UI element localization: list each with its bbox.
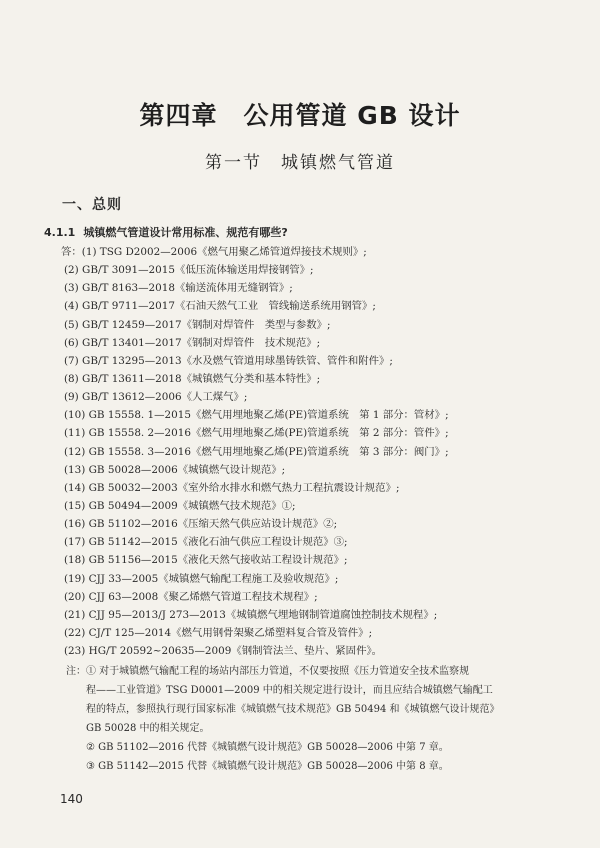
answer-item-12: (12) GB 15558. 3—2016《燃气用埋地聚乙烯(PE)管道系统 第 3 部分：阀门》;	[64, 445, 449, 458]
answer-item-22: (22) CJ/T 125—2014《燃气用钢骨架聚乙烯塑料复合管及管件》;	[64, 626, 373, 639]
page-number: 140	[60, 792, 83, 806]
note-line-2: 程——工业管道》TSG D0001—2009 中的相关规定进行设计，而且应结合城镇燃气输配工	[86, 685, 493, 696]
note-line-4: GB 50028 中的相关规定。	[86, 723, 210, 734]
answer-item-11: (11) GB 15558. 2—2016《燃气用埋地聚乙烯(PE)管道系统 第 2 部分：管件》;	[64, 427, 449, 440]
answer-item-9: (9) GB/T 13612—2006《人工煤气》;	[64, 391, 248, 404]
answer-item-14: (14) GB 50032—2003《室外给水排水和燃气热力工程抗震设计规范》;	[64, 481, 400, 494]
question-text: 城镇燃气管道设计常用标准、规范有哪些?	[83, 226, 288, 239]
answer-prefix: 答：	[61, 246, 82, 258]
chapter-title: 第四章 公用管道 GB 设计	[139, 101, 461, 130]
subsection-heading: 一、总则	[62, 197, 122, 213]
answer-item-20: (20) CJJ 63—2008《聚乙烯燃气管道工程技术规程》;	[64, 590, 318, 603]
answer-item-6: (6) GB/T 13401—2017《钢制对焊管件 技术规范》;	[64, 336, 321, 349]
answer-item-18: (18) GB 51156—2015《液化天然气接收站工程设计规范》;	[64, 554, 348, 567]
section-title: 第一节 城镇燃气管道	[205, 153, 395, 173]
question-number: 4.1.1	[44, 226, 76, 239]
answer-item-16: (16) GB 51102—2016《压缩天然气供应站设计规范》②;	[64, 518, 338, 531]
footnotes	[66, 662, 566, 776]
answer-item-5: (5) GB/T 12459—2017《钢制对焊管件 类型与参数》;	[64, 318, 331, 331]
answer-item-1: 答：(1) TSG D2002—2006《燃气用聚乙烯管道焊接技术规则》;	[61, 246, 367, 258]
answer-item-15: (15) GB 50494—2009《城镇燃气技术规范》①;	[64, 499, 296, 512]
answer-item-2: (2) GB/T 3091—2015《低压流体输送用焊接钢管》;	[64, 264, 314, 277]
answer-item-3: (3) GB/T 8163—2018《输送流体用无缝钢管》;	[64, 282, 293, 295]
answer-item-4: (4) GB/T 9711—2017《石油天然气工业 管线输送系统用钢管》;	[64, 300, 376, 313]
note-line-1: 注：① 对于城镇燃气输配工程的场站内部压力管道，不仅要按照《压力管道安全技术监察规	[66, 666, 470, 677]
answer-item-19: (19) CJJ 33—2005《城镇燃气输配工程施工及验收规范》;	[64, 572, 339, 585]
answer-item-23: (23) HG/T 20592~20635—2009《钢制管法兰、垫片、紧固件》。	[64, 645, 383, 658]
answer-item-10: (10) GB 15558. 1—2015《燃气用埋地聚乙烯(PE)管道系统 第 1 部分：管材》;	[64, 409, 449, 422]
answer-item-13: (13) GB 50028—2006《城镇燃气设计规范》;	[64, 463, 286, 476]
answer-list	[61, 243, 564, 660]
answer-item-21: (21) CJJ 95—2013/J 273—2013《城镇燃气埋地钢制管道腐蚀控制技术规程》;	[64, 608, 438, 621]
note-line-3: 程的特点，参照执行现行国家标准《城镇燃气技术规范》GB 50494 和《城镇燃气设计规范》	[86, 704, 500, 715]
answer-item-7: (7) GB/T 13295—2013《水及燃气管道用球墨铸铁管、管件和附件》;	[64, 354, 393, 367]
answer-item-8: (8) GB/T 13611—2018《城镇燃气分类和基本特性》;	[64, 372, 321, 385]
note-line-5: ② GB 51102—2016 代替《城镇燃气设计规范》GB 50028—2006 中第 7 章。	[86, 742, 449, 753]
question	[44, 224, 564, 240]
answer-item-17: (17) GB 51142—2015《液化石油气供应工程设计规范》③;	[64, 536, 348, 549]
note-line-6: ③ GB 51142—2015 代替《城镇燃气设计规范》GB 50028—2006 中第 8 章。	[86, 761, 449, 772]
